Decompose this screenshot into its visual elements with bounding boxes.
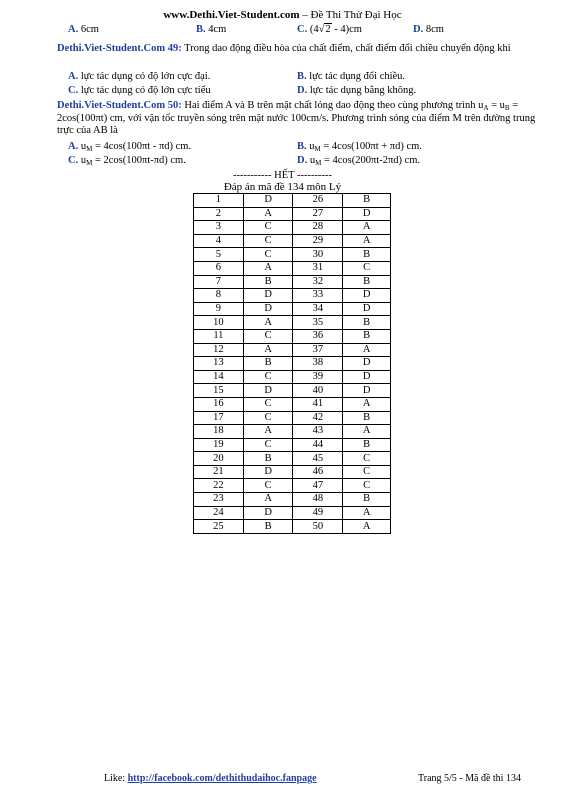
- answer-cell: C: [243, 479, 293, 493]
- question-number-cell: 44: [293, 438, 343, 452]
- question-number-cell: 24: [194, 506, 244, 520]
- answer-cell: A: [343, 397, 391, 411]
- answer-cell: A: [343, 343, 391, 357]
- table-row: [194, 438, 391, 452]
- table-row: [194, 493, 391, 507]
- question-number-cell: 8: [194, 289, 244, 303]
- answer-table-body: [194, 194, 391, 534]
- question-number-cell: 49: [293, 506, 343, 520]
- answer-cell: A: [343, 234, 391, 248]
- answer-cell: B: [243, 275, 293, 289]
- table-row: [194, 289, 391, 303]
- answer-cell: A: [243, 316, 293, 330]
- answer-cell: C: [243, 370, 293, 384]
- answer-cell: A: [243, 343, 293, 357]
- question-number-cell: 30: [293, 248, 343, 262]
- question-number-cell: 6: [194, 261, 244, 275]
- answer-cell: B: [343, 411, 391, 425]
- question-number-cell: 27: [293, 207, 343, 221]
- question-number-cell: 29: [293, 234, 343, 248]
- question-number-cell: 7: [194, 275, 244, 289]
- question-number-cell: 1: [194, 194, 244, 208]
- page-header: [0, 9, 565, 21]
- question-number-cell: 32: [293, 275, 343, 289]
- question-49-text: Trong dao động điều hòa của chất điểm, chất điểm đổi chiều chuyển động khi: [181, 43, 511, 54]
- answer-cell: B: [343, 316, 391, 330]
- question-number-cell: 26: [293, 194, 343, 208]
- answer-cell: D: [343, 384, 391, 398]
- header-site[interactable]: www.Dethi.Viet-Student.com: [163, 9, 300, 21]
- answer-cell: C: [243, 234, 293, 248]
- question-number-cell: 37: [293, 343, 343, 357]
- answer-cell: A: [243, 261, 293, 275]
- table-row: [194, 452, 391, 466]
- question-number-cell: 48: [293, 493, 343, 507]
- question-number-cell: 21: [194, 465, 244, 479]
- question-number-cell: 35: [293, 316, 343, 330]
- answer-cell: D: [243, 384, 293, 398]
- question-number-cell: 13: [194, 357, 244, 371]
- question-number-cell: 20: [194, 452, 244, 466]
- table-row: [194, 343, 391, 357]
- answer-cell: B: [343, 275, 391, 289]
- question-number-cell: 16: [194, 397, 244, 411]
- question-number-cell: 50: [293, 520, 343, 534]
- q50-option-a: A. $u_M = 4\cos(100\pi t - \pi d)$ cm.: [68, 141, 192, 153]
- answer-cell: A: [343, 506, 391, 520]
- answer-cell: C: [243, 397, 293, 411]
- q49-option-c: C. lực tác dụng có độ lớn cực tiểu: [68, 85, 211, 96]
- question-number-cell: 11: [194, 329, 244, 343]
- question-number-cell: 3: [194, 221, 244, 235]
- question-number-cell: 12: [194, 343, 244, 357]
- question-number-cell: 46: [293, 465, 343, 479]
- answer-table-title: Đáp án mã đề 134 môn Lý: [223, 181, 342, 193]
- answer-cell: B: [343, 329, 391, 343]
- question-number-cell: 2: [194, 207, 244, 221]
- table-row: [194, 411, 391, 425]
- question-number-cell: 34: [293, 302, 343, 316]
- question-49: [57, 43, 552, 56]
- question-number-cell: 23: [194, 493, 244, 507]
- question-number-cell: 36: [293, 329, 343, 343]
- question-number-cell: 38: [293, 357, 343, 371]
- answer-cell: B: [343, 248, 391, 262]
- answer-cell: D: [243, 506, 293, 520]
- question-number-cell: 9: [194, 302, 244, 316]
- q50-option-b: B. $u_M = 4\cos(100\pi t + \pi d)$ cm.: [297, 141, 422, 153]
- table-row: [194, 302, 391, 316]
- question-number-cell: 45: [293, 452, 343, 466]
- question-number-cell: 22: [194, 479, 244, 493]
- answer-cell: B: [343, 194, 391, 208]
- answer-cell: D: [243, 302, 293, 316]
- question-number-cell: 43: [293, 425, 343, 439]
- answer-cell: D: [343, 302, 391, 316]
- table-row: [194, 370, 391, 384]
- table-row: [194, 275, 391, 289]
- table-row: [194, 357, 391, 371]
- question-number-cell: 10: [194, 316, 244, 330]
- q48-option-a: A. 6cm: [68, 24, 99, 35]
- question-number-cell: 15: [194, 384, 244, 398]
- answer-cell: D: [243, 465, 293, 479]
- answer-cell: A: [343, 221, 391, 235]
- q48-option-c: C. (4√2 - 4)cm: [297, 24, 362, 35]
- answer-cell: C: [343, 465, 391, 479]
- q49-option-a: A. lực tác dụng có độ lớn cực đại.: [68, 71, 211, 82]
- table-row: [194, 221, 391, 235]
- answer-cell: B: [343, 438, 391, 452]
- answer-cell: C: [343, 452, 391, 466]
- question-number-cell: 28: [293, 221, 343, 235]
- question-number-cell: 19: [194, 438, 244, 452]
- answer-cell: B: [243, 357, 293, 371]
- table-row: [194, 248, 391, 262]
- q49-option-b: B. lực tác dụng đổi chiều.: [297, 71, 406, 82]
- answer-cell: B: [243, 452, 293, 466]
- answer-cell: C: [243, 329, 293, 343]
- question-number-cell: 39: [293, 370, 343, 384]
- table-row: [194, 316, 391, 330]
- q50-option-d: D. $u_M = 4\cos(200\pi t-2\pi d)$ cm.: [297, 155, 421, 167]
- question-50: Dethi.Viet-Student.Com 50: Hai điểm A và B trên mặt chất lỏng dao động theo cùng phương trình $u_A = u_B = 2\cos(100\pi t)$ cm, với vận tốc truyền sóng trên mặt nước 100cm/s. Phương trình sóng của điểm M trên đường trung trực của AB là: [57, 100, 536, 136]
- answer-cell: D: [243, 289, 293, 303]
- answer-cell: D: [343, 207, 391, 221]
- question-number-cell: 4: [194, 234, 244, 248]
- table-row: [194, 425, 391, 439]
- table-row: [194, 261, 391, 275]
- answer-cell: C: [243, 411, 293, 425]
- answer-cell: C: [243, 221, 293, 235]
- table-row: [194, 207, 391, 221]
- q48-option-b: B. 4cm: [196, 24, 227, 35]
- header-title: – Đề Thi Thử Đại Học: [299, 9, 402, 21]
- question-number-cell: 33: [293, 289, 343, 303]
- table-row: [194, 329, 391, 343]
- answer-cell: D: [343, 357, 391, 371]
- question-number-cell: 42: [293, 411, 343, 425]
- answer-cell: C: [243, 248, 293, 262]
- question-number-cell: 25: [194, 520, 244, 534]
- question-number-cell: 47: [293, 479, 343, 493]
- question-number-cell: 5: [194, 248, 244, 262]
- answer-table: [193, 193, 391, 534]
- footer-like: Like: http://facebook.com/dethithudaihoc.fanpage: [104, 773, 317, 784]
- end-marker: ----------- HẾT ----------: [233, 170, 332, 181]
- q49-option-d: D. lực tác dụng bằng không.: [297, 85, 417, 96]
- answer-cell: D: [243, 194, 293, 208]
- answer-cell: D: [343, 289, 391, 303]
- answer-cell: A: [343, 425, 391, 439]
- question-number-cell: 18: [194, 425, 244, 439]
- question-number-cell: 41: [293, 397, 343, 411]
- answer-cell: A: [343, 520, 391, 534]
- question-number-cell: 17: [194, 411, 244, 425]
- answer-cell: A: [243, 425, 293, 439]
- question-49-lead: Dethi.Viet-Student.Com 49:: [57, 43, 182, 54]
- table-row: [194, 234, 391, 248]
- table-row: [194, 520, 391, 534]
- answer-cell: D: [343, 370, 391, 384]
- table-row: [194, 479, 391, 493]
- sqrt-symbol: √2: [318, 24, 331, 35]
- table-row: [194, 397, 391, 411]
- footer-page-info: Trang 5/5 - Mã đề thi 134: [418, 773, 521, 784]
- question-number-cell: 40: [293, 384, 343, 398]
- answer-cell: B: [343, 493, 391, 507]
- facebook-link[interactable]: http://facebook.com/dethithudaihoc.fanpage: [127, 773, 317, 784]
- question-number-cell: 31: [293, 261, 343, 275]
- question-number-cell: 14: [194, 370, 244, 384]
- answer-cell: C: [343, 261, 391, 275]
- answer-cell: B: [243, 520, 293, 534]
- table-row: [194, 465, 391, 479]
- table-row: [194, 506, 391, 520]
- answer-cell: A: [243, 493, 293, 507]
- table-row: [194, 384, 391, 398]
- answer-cell: A: [243, 207, 293, 221]
- question-50-lead: Dethi.Viet-Student.Com 50:: [57, 100, 182, 111]
- table-row: [194, 194, 391, 208]
- q50-option-c: C. $u_M = 2\cos(100\pi t-\pi d)$ cm.: [68, 155, 186, 167]
- q48-option-d: D. 8cm: [413, 24, 444, 35]
- answer-cell: C: [343, 479, 391, 493]
- answer-cell: C: [243, 438, 293, 452]
